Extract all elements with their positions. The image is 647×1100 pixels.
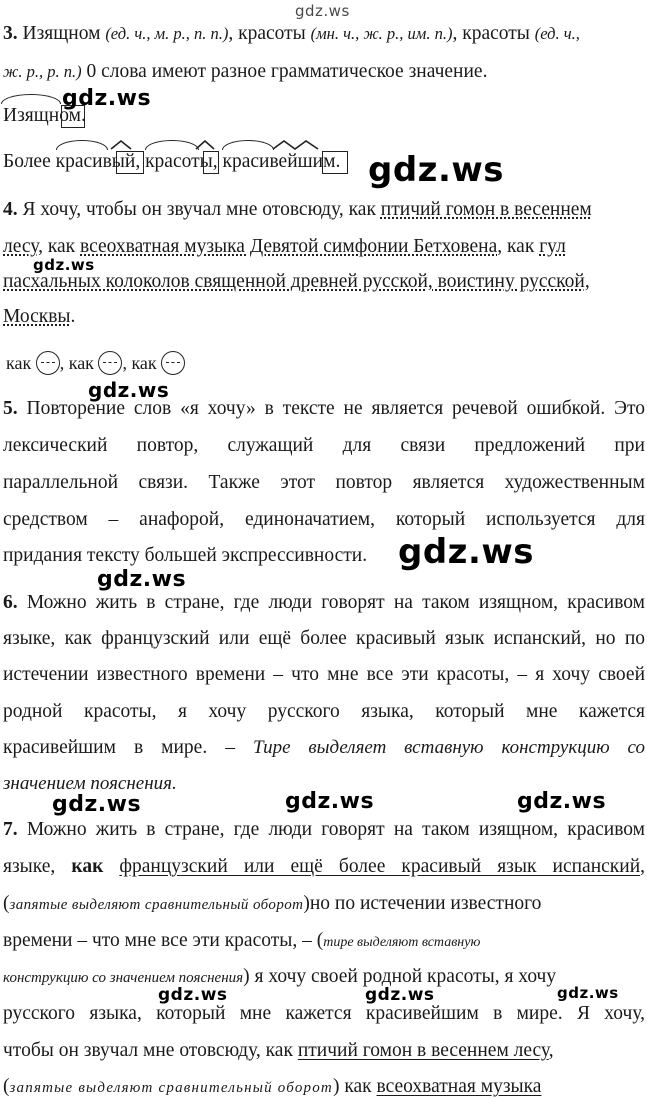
task3-gram1: (ед. ч., м. р., п. п.) (105, 24, 229, 43)
task5-number: 5. (3, 398, 18, 419)
watermark: gdz.ws (517, 789, 607, 814)
task7-text: )но по истечении известного (303, 893, 542, 914)
task7-text: ) я хочу своей родной красоты, я хочу (243, 966, 557, 987)
task6-text: языке, как французский или ещё более красивый язык испанский, но по (3, 628, 645, 649)
scheme-word: , как (122, 353, 157, 373)
task6-line5 (3, 736, 645, 760)
task5-line5 (3, 544, 645, 568)
task5-text: средством – анафорой, единоначатием, который используется для (3, 509, 645, 530)
watermark: gdz.ws (52, 792, 142, 817)
underlined-phrase: птичий гомон в весеннем (380, 199, 592, 220)
task5-line3 (3, 471, 645, 495)
scheme-word: как (6, 353, 32, 373)
task7-line3 (3, 892, 645, 917)
task7-text: , (640, 856, 646, 877)
task5-text: придания тексту большей экспрессивности. (3, 545, 368, 566)
root-arc-icon (222, 140, 274, 150)
task7-line8 (3, 1075, 645, 1100)
task6-text: истечении известного времени – что мне все эти красоты, – я хочу своей (3, 664, 645, 685)
task4-text: , как (497, 236, 535, 257)
task4-line2 (3, 235, 645, 259)
watermark: gdz.ws (365, 985, 435, 1005)
root-arc-icon (56, 140, 108, 150)
scheme-circle-icon (161, 351, 185, 375)
underlined-phrase: пасхальных колоколов священной древней русской, воистину русской, (3, 271, 590, 292)
watermark: gdz.ws (33, 256, 95, 274)
task3-gram2: (мн. ч., ж. р., им. п.) (310, 24, 453, 43)
task6-number: 6. (3, 592, 18, 613)
task3-gram3b: ж. р., р. п.) (3, 62, 82, 81)
task3-morph-line1: Изящном . (3, 104, 645, 128)
watermark: gdz.ws (97, 567, 187, 592)
task7-text: языке, (3, 856, 56, 877)
task5-text: Повторение слов «я хочу» в тексте не является речевой ошибкой. Это (26, 398, 645, 419)
task3-number: 3. (3, 23, 18, 44)
task3-tail: 0 слова имеют разное грамматическое значение. (86, 61, 488, 82)
task6-line2 (3, 627, 645, 651)
task3-line1: 3. Изящном (ед. ч., м. р., п. п.), красоты (мн. ч., ж. р., им. п.), красоты (ед. ч., (3, 23, 580, 44)
task7-text: , (548, 1040, 554, 1061)
task3-line2 (3, 60, 645, 84)
morph-word-3: красоты (145, 150, 213, 174)
task6-italic: Тире выделяет вставную конструкцию со (252, 737, 645, 758)
task6-line4 (3, 700, 645, 724)
morph-word-2: красивый (56, 150, 136, 174)
task7-line7 (3, 1039, 645, 1063)
morph-word-1: Изящном (3, 104, 81, 128)
underlined-phrase: всеохватная музыка (376, 1076, 542, 1097)
task4-line3 (3, 270, 645, 294)
watermark: gdz.ws (285, 789, 375, 814)
watermark: gdz.ws (158, 985, 228, 1005)
suffix-icon (195, 140, 215, 150)
task7-text: чтобы он звучал мне отовсюду, как (3, 1040, 293, 1061)
watermark-top: gdz.ws (295, 2, 350, 20)
underlined-phrase: французский или ещё более красивый язык испанский (119, 856, 641, 877)
task5-line2 (3, 434, 645, 458)
task3-word1: Изящном (22, 23, 101, 44)
task6-text: Можно жить в стране, где люди говорят на таком изящном, красивом (26, 592, 645, 613)
task5-line4 (3, 508, 645, 532)
task7-text: ( (3, 1076, 10, 1097)
suffix-icon (110, 140, 132, 150)
task5-text: параллельной связи. Также этот повтор является художественным (3, 472, 645, 493)
task7-italic: конструкцию со значением пояснения (3, 970, 244, 986)
task6-text: родной красоты, я хочу русского языка, который мне кажется (3, 701, 645, 722)
task6-line3 (3, 663, 645, 687)
task3-morph-line2: Более красивый , красоты , красивейшим . (3, 150, 645, 174)
watermark: gdz.ws (398, 532, 535, 572)
underlined-phrase: Москвы (3, 306, 71, 327)
ending-box-icon (203, 151, 219, 174)
task7-text: ( (3, 893, 10, 914)
watermark: gdz.ws (368, 150, 505, 190)
task4-number: 4. (3, 199, 18, 220)
scheme-circle-icon (98, 351, 122, 375)
task7-line6 (3, 1002, 645, 1026)
underlined-phrase: лесу (3, 236, 39, 257)
underlined-phrase: гул (539, 236, 566, 257)
task4-scheme (6, 351, 645, 377)
task3-word3: красоты (462, 23, 530, 44)
task3-word2: красоты (238, 23, 306, 44)
task6-text: красивейшим в мире. – (3, 737, 235, 758)
underlined-phrase: всеохватная музыка Девятой симфонии Бетховена (80, 236, 498, 257)
task7-text: ) как (332, 1076, 372, 1097)
watermark: gdz.ws (557, 984, 619, 1002)
task7-italic: запятые выделяют сравнительный оборот (9, 897, 304, 913)
morph-pre: Более (3, 151, 51, 172)
task7-line1 (3, 818, 645, 842)
task7-text: времени – что мне все эти красоты, – ( (3, 930, 324, 951)
ending-box-icon (116, 151, 144, 174)
scheme-circle-icon (36, 351, 60, 375)
task4-text: , как (38, 236, 76, 257)
task7-bold: как (71, 856, 104, 877)
task4-line1 (3, 198, 645, 222)
task5-line1 (3, 397, 645, 421)
task7-number: 7. (3, 819, 18, 840)
task5-text: лексический повтор, служащий для связи предложений при (3, 435, 645, 456)
task7-text: русского языка, который мне кажется красивейшим в мире. Я хочу, (3, 1003, 645, 1024)
ending-box-icon (322, 151, 348, 174)
morph-word-4: красивейшим (222, 150, 335, 174)
suffix-icon (272, 140, 320, 150)
task4-text: Я хочу, чтобы он звучал мне отовсюду, как (22, 199, 376, 220)
watermark: gdz.ws (88, 378, 170, 402)
task7-line2 (3, 855, 645, 879)
task4-line4 (3, 305, 645, 329)
task7-line4 (3, 929, 645, 955)
underlined-phrase: птичий гомон в весеннем лесу (297, 1040, 549, 1061)
task6-italic: значением пояснения. (3, 773, 177, 794)
task4-text: . (70, 306, 76, 327)
task6-line1 (3, 591, 645, 615)
task7-line5 (3, 965, 645, 990)
watermark: gdz.ws (62, 86, 152, 111)
root-arc-icon (1, 94, 61, 104)
root-arc-icon (145, 140, 199, 150)
scheme-word: , как (59, 353, 94, 373)
task3-gram3a: (ед. ч., (534, 24, 580, 43)
task7-text: Можно жить в стране, где люди говорят на таком изящном, красивом (26, 819, 645, 840)
task7-italic: тире выделяют вставную (323, 935, 481, 950)
task7-italic: запятые выделяют сравнительный оборот (9, 1080, 333, 1096)
